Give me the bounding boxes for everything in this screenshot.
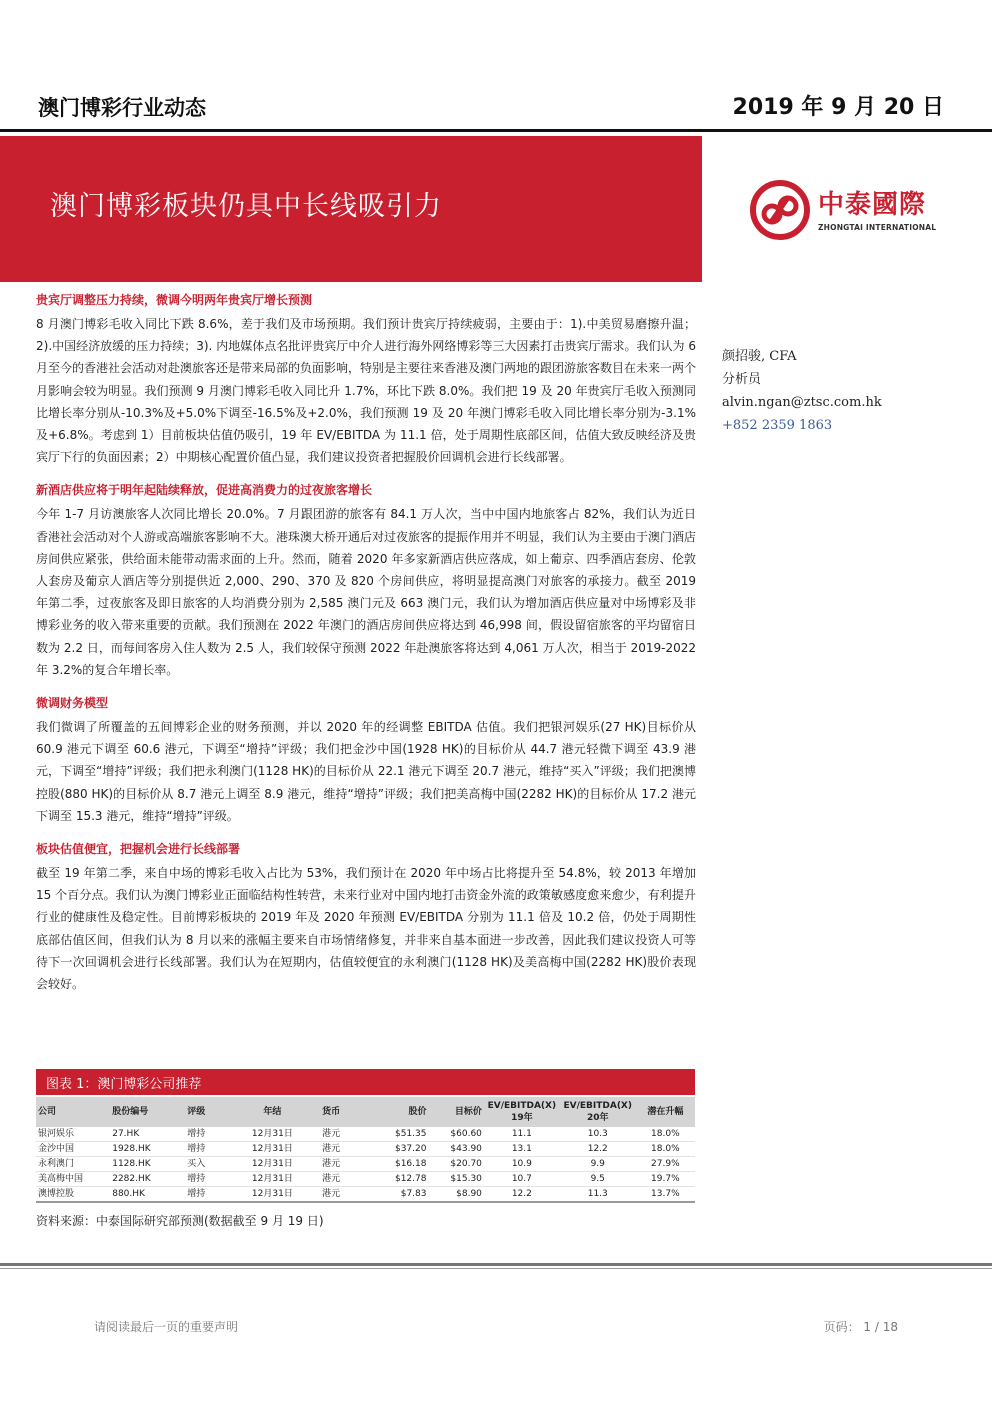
title-banner (0, 136, 702, 282)
report-body (36, 291, 696, 1008)
section-vip (36, 291, 696, 468)
report-type: 澳门博彩行业动态 (38, 96, 206, 120)
table-cell: $20.70 (428, 1157, 483, 1172)
analyst-info (722, 345, 882, 437)
section-heading: 贵宾厅调整压力持续，微调今明两年贵宾厅增长预测 (36, 293, 313, 307)
table-row (36, 1157, 695, 1172)
table-cell: $7.83 (358, 1187, 429, 1203)
section-heading: 微调财务模型 (36, 696, 109, 711)
table-cell: 金沙中国 (36, 1142, 110, 1157)
table-cell: 27.9% (636, 1157, 695, 1172)
table-cell: 永利澳门 (36, 1157, 110, 1172)
column-header: 年结 (240, 1097, 305, 1127)
table-row (36, 1127, 695, 1142)
recommendation-table (36, 1097, 695, 1203)
table-cell: $43.90 (428, 1142, 483, 1157)
section-financial-model (36, 694, 696, 827)
column-header: EV/EBITDA(X) 20年 (560, 1097, 636, 1127)
table-row (36, 1172, 695, 1187)
logo-name-en: ZHONGTAI INTERNATIONAL (818, 223, 937, 232)
table-cell: 10.7 (484, 1172, 560, 1187)
figure-title: 图表 1：澳门博彩公司推荐 (46, 1077, 202, 1092)
company-logo (750, 180, 950, 242)
table-cell: 10.3 (560, 1127, 636, 1142)
table-cell: 港元 (305, 1157, 358, 1172)
column-header: 评级 (185, 1097, 240, 1127)
table-header-row (36, 1097, 695, 1127)
table-cell: 12月31日 (240, 1127, 305, 1142)
page-indicator (824, 1318, 898, 1335)
table-cell: 增持 (185, 1127, 240, 1142)
table-cell: 12月31日 (240, 1142, 305, 1157)
logo-name-cn: 中泰國際 (818, 190, 927, 220)
analyst-name: 颜招骏, CFA (722, 349, 797, 364)
section-hotel-supply (36, 481, 696, 681)
table-cell: 12月31日 (240, 1172, 305, 1187)
table-cell: 880.HK (110, 1187, 185, 1203)
footer-divider-thin (0, 1268, 992, 1269)
section-valuation (36, 840, 696, 995)
report-date: 2019 年 9 月 20 日 (732, 95, 944, 120)
footer-disclaimer: 请阅读最后一页的重要声明 (94, 1320, 239, 1334)
table-cell: 港元 (305, 1187, 358, 1203)
figure-source: 资料来源：中泰国际研究部预测(数据截至 9 月 19 日) (36, 1214, 324, 1228)
table-cell: 增持 (185, 1142, 240, 1157)
section-paragraph: 我们微调了所覆盖的五间博彩企业的财务预测，并以 2020 年的经调整 EBITDA 估值。我们把银河娱乐(27 HK)目标价从 60.9 港元下调至 60.6 港元，下调至“增持”评级；我们把金沙中国(1928 HK)的目标价从 44.7 港元轻微下调至 43.9 港元，下调至“增持”评级；我们把永利澳门(1128 HK)的目标价从 22.1 港元下调至 20.7 港元，维持“买入”评级；我们把澳博控股(880 HK)的目标价从 8.7 港元上调至 8.9 港元，维持“增持”评级；我们把美高梅中国(2282 HK)的目标价从 17.2 港元下调至 15.3 港元，维持“增持”评级。 (36, 720, 696, 823)
column-header: EV/EBITDA(X) 19年 (484, 1097, 560, 1127)
column-header: 公司 (36, 1097, 110, 1127)
table-cell: 美高梅中国 (36, 1172, 110, 1187)
figure-title-bar (36, 1069, 695, 1095)
column-header: 目标价 (428, 1097, 483, 1127)
table-cell: $15.30 (428, 1172, 483, 1187)
table-cell: $8.90 (428, 1187, 483, 1203)
column-header: 股份编号 (110, 1097, 185, 1127)
column-header: 潜在升幅 (636, 1097, 695, 1127)
section-paragraph: 8 月澳门博彩毛收入同比下跌 8.6%，差于我们及市场预期。我们预计贵宾厅持续疲弱，主要由于：1).中美贸易磨擦升温；2).中国经济放缓的压力持续；3). 内地媒体点名批评贵宾厅中介人进行海外网络博彩等三大因素打击贵宾厅需求。我们认为 6 月至今的香港社会活动对赴澳旅客还是带来局部的负面影响，特别是主要往来香港及澳门两地的跟团游旅客数目在未来一两个月影响会较为明显。我们预测 9 月澳门博彩毛收入同比升 1.7%，环比下跌 8.0%。我们把 19 及 20 年贵宾厅毛收入预测同比增长率分别从-10.3%及+5.0%下调至-16.5%及+2.0%，我们预测 19 及 20 年澳门博彩毛收入同比增长率分别为-3.1%及+6.8%。考虑到 1）目前板块估值仍吸引，19 年 EV/EBITDA 为 11.1 倍，处于周期性底部区间，估值大致反映经济及贵宾厅下行的负面因素；2）中期核心配置价值凸显，我们建议投资者把握股价回调机会进行长线部署。 (36, 317, 697, 465)
analyst-phone: +852 2359 1863 (722, 418, 833, 433)
table-cell: 1928.HK (110, 1142, 185, 1157)
report-title: 澳门博彩板块仍具中长线吸引力 (50, 191, 442, 222)
analyst-title: 分析员 (722, 372, 762, 387)
table-row (36, 1187, 695, 1203)
column-header: 股价 (358, 1097, 429, 1127)
table-cell: $60.60 (428, 1127, 483, 1142)
table-cell: 澳博控股 (36, 1187, 110, 1203)
table-cell: 11.1 (484, 1127, 560, 1142)
table-cell: $37.20 (358, 1142, 429, 1157)
section-paragraph: 截至 19 年第二季，来自中场的博彩毛收入占比为 53%，我们预计在 2020 年中场占比将提升至 54.8%，较 2013 年增加 15 个百分点。我们认为澳门博彩业正面临结构性转营，未来行业对中国内地打击资金外流的政策敏感度愈来愈少，有利提升行业的健康性及稳定性。目前博彩板块的 2019 年及 2020 年预测 EV/EBITDA 分别为 11.1 倍及 10.2 倍，仍处于周期性底部估值区间，但我们认为 8 月以来的涨幅主要来自市场情绪修复，并非来自基本面进一步改善，因此我们建议投资人可等待下一次回调机会进行长线部署。我们认为在短期内，估值较便宜的永利澳门(1128 HK)及美高梅中国(2282 HK)股价表现会较好。 (36, 866, 696, 992)
page-number: 1 / 18 (863, 1320, 898, 1334)
footer-divider (0, 1263, 992, 1266)
analyst-email[interactable]: alvin.ngan@ztsc.com.hk (722, 395, 882, 410)
table-cell: 13.7% (636, 1187, 695, 1203)
table-cell: 增持 (185, 1187, 240, 1203)
section-heading: 板块估值便宜，把握机会进行长线部署 (36, 842, 241, 857)
table-cell: 18.0% (636, 1127, 695, 1142)
section-heading: 新酒店供应将于明年起陆续释放，促进高消费力的过夜旅客增长 (36, 483, 373, 498)
table-cell: 港元 (305, 1172, 358, 1187)
page-label: 页码： (823, 1320, 860, 1334)
zhongtai-emblem-icon (750, 180, 810, 240)
table-cell: 12月31日 (240, 1157, 305, 1172)
table-cell: 10.9 (484, 1157, 560, 1172)
header-divider (0, 129, 992, 132)
table-cell: 1128.HK (110, 1157, 185, 1172)
table-cell: 18.0% (636, 1142, 695, 1157)
table-cell: $16.18 (358, 1157, 429, 1172)
table-cell: $51.35 (358, 1127, 429, 1142)
section-paragraph: 今年 1-7 月访澳旅客人次同比增长 20.0%。7 月跟团游的旅客有 84.1 万人次，当中中国内地旅客占 82%，我们认为近日香港社会活动对个人游或高端旅客影响不大。港珠澳大桥开通后对过夜旅客的提振作用并不明显，我们认为主要由于澳门酒店房间供应紧张，供给面未能带动需求面的上升。然而，随着 2020 年多家新酒店供应落成，如上葡京、四季酒店套房、伦敦人套房及葡京人酒店等分别提供近 2,000、290、370 及 820 个房间供应，将明显提高澳门对旅客的承接力。截至 2019 年第二季，过夜旅客及即日旅客的人均消费分别为 2,585 澳门元及 663 澳门元，我们认为增加酒店供应量对中场博彩及非博彩业务的收入带来重要的贡献。我们预测在 2022 年澳门的酒店房间供应将达到 46,998 间，假设留宿旅客的平均留宿日数为 2.2 日，而每间客房入住人数为 2.5 人，我们较保守预测 2022 年赴澳旅客将达到 4,061 万人次，相当于 2019-2022 年 3.2%的复合年增长率。 (36, 507, 697, 677)
table-cell: $12.78 (358, 1172, 429, 1187)
table-cell: 9.9 (560, 1157, 636, 1172)
table-cell: 27.HK (110, 1127, 185, 1142)
table-cell: 19.7% (636, 1172, 695, 1187)
table-cell: 9.5 (560, 1172, 636, 1187)
table-cell: 12.2 (560, 1142, 636, 1157)
table-row (36, 1142, 695, 1157)
table-cell: 13.1 (484, 1142, 560, 1157)
table-cell: 买入 (185, 1157, 240, 1172)
table-cell: 银河娱乐 (36, 1127, 110, 1142)
column-header: 货币 (305, 1097, 358, 1127)
table-cell: 港元 (305, 1127, 358, 1142)
table-cell: 12月31日 (240, 1187, 305, 1203)
table-cell: 增持 (185, 1172, 240, 1187)
table-cell: 2282.HK (110, 1172, 185, 1187)
table-cell: 12.2 (484, 1187, 560, 1203)
table-cell: 港元 (305, 1142, 358, 1157)
table-cell: 11.3 (560, 1187, 636, 1203)
